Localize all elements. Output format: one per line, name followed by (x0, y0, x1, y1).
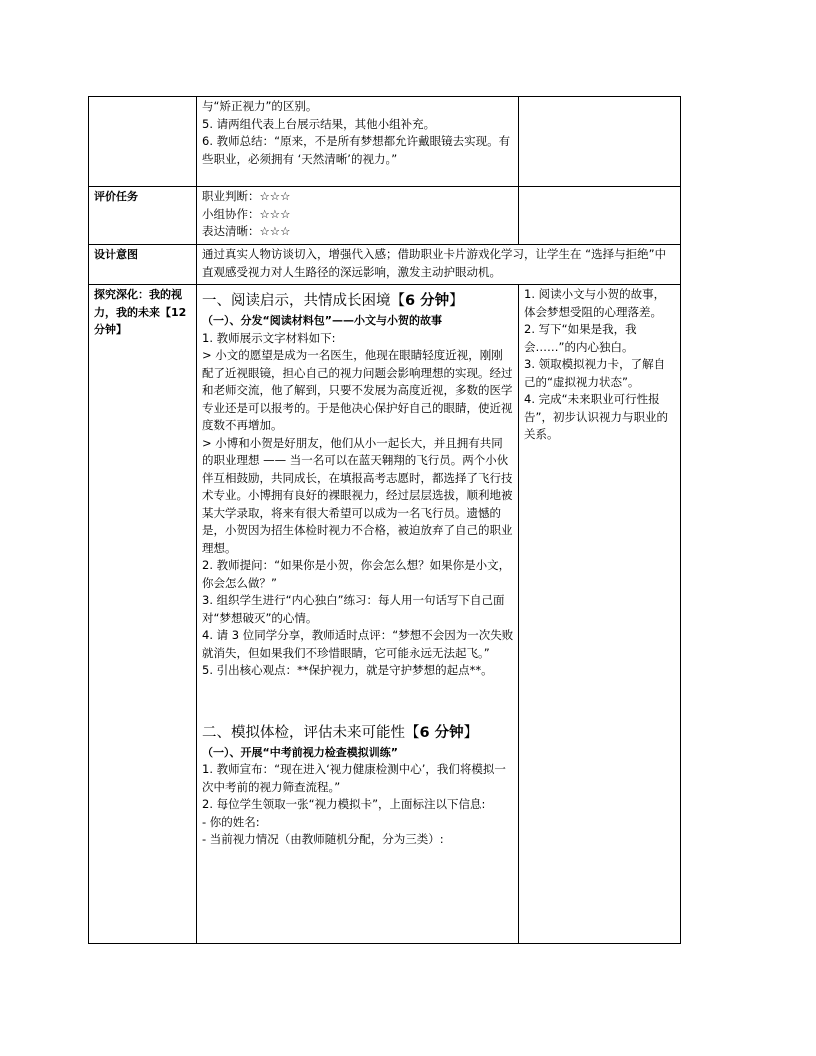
continuation-content-cell (197, 97, 519, 187)
section1-line: > 小博和小贺是好朋友，他们从小一起长大，并且拥有共同的职业理想 —— 当一名可以在蓝天翱翔的飞行员。两个小伙伴互相鼓励，共同成长，在填报高考志愿时，都选择了飞行技术专业。小博拥有良好的裸眼视力，经过层层选拔，顺利地被某大学录取，将来有很大希望可以成为一名飞行员。遗憾的是，小贺因为招生体检时视力不合格，被迫放弃了自己的职业理想。 (202, 435, 513, 555)
continuation-line: 与“矫正视力”的区别。 (202, 99, 318, 113)
section2-line: 2. 每位学生领取一张“视力模拟卡”，上面标注以下信息: (202, 797, 486, 811)
section2-title: 二、模拟体检，评估未来可能性【6 分钟】 (202, 724, 479, 741)
design-content-cell: 通过真实人物访谈切入，增强代入感；借助职业卡片游戏化学习，让学生在 “选择与拒绝”中直观感受视力对人生路径的深远影响，激发主动护眼动机。 (197, 245, 681, 285)
section1-line: 2. 教师提问：“如果你是小贺，你会怎么想？如果你是小文，你会怎么做？” (202, 558, 511, 590)
section2-line: - 当前视力情况（由教师随机分配，分为三类）: (202, 832, 444, 846)
activity-item: 2. 写下“如果是我，我会……”的内心独白。 (524, 322, 637, 354)
activity-item: 1. 阅读小文与小贺的故事，体会梦想受阻的心理落差。 (524, 287, 666, 319)
explore-content-cell (197, 285, 519, 944)
continuation-label-cell (89, 97, 197, 187)
evaluation-label: 评价任务 (89, 187, 197, 245)
activity-item: 3. 领取模拟视力卡，了解自己的“虚拟视力状态”。 (524, 357, 666, 389)
evaluation-item: 职业判断：☆☆☆ (202, 189, 291, 203)
section-spacer (202, 680, 514, 718)
evaluation-item: 小组协作：☆☆☆ (202, 206, 291, 221)
table-row-design (89, 245, 681, 285)
table-row-explore (89, 285, 681, 944)
section2-line: - 你的姓名: (202, 814, 260, 829)
evaluation-activity-cell (519, 187, 681, 245)
design-label: 设计意图 (89, 245, 197, 285)
evaluation-item: 表达清晰：☆☆☆ (202, 224, 291, 238)
evaluation-content-cell (197, 187, 519, 245)
section1-title: 一、阅读启示，共情成长困境【6 分钟】 (202, 293, 464, 309)
section1-line: 5. 引出核心观点：**保护视力，就是守护梦想的起点**。 (202, 663, 493, 677)
section1-line: 3. 组织学生进行“内心独白”练习：每人用一句话写下自己面对“梦想破灭”的心情。 (202, 593, 505, 625)
lesson-plan-table (88, 96, 681, 944)
explore-activity-cell (519, 285, 681, 944)
section2-line: 1. 教师宣布：“现在进入‘视力健康检测中心’，我们将模拟一次中考前的视力筛查流程。” (202, 762, 506, 794)
table-row-continuation (89, 97, 681, 187)
continuation-activity-cell (519, 97, 681, 187)
section1-line: > 小文的愿望是成为一名医生，他现在眼睛轻度近视，刚刚配了近视眼镜，担心自己的视力问题会影响理想的实现。经过和老师交流，他了解到，只要不发展为高度近视，多数的医学专业还是可以报考的。于是他决心保护好自己的眼睛，使近视度数不再增加。 (202, 348, 513, 432)
section1-line: 1. 教师展示文字材料如下: (202, 330, 336, 345)
activity-item: 4. 完成“未来职业可行性报告”，初步认识视力与职业的关系。 (524, 392, 668, 441)
continuation-line: 6. 教师总结：“原来，不是所有梦想都允许戴眼镜去实现。有些职业，必须拥有 ‘天然清晰’的视力。” (202, 134, 511, 166)
explore-label: 探究深化：我的视力，我的未来【12分钟】 (89, 285, 197, 944)
section2-subtitle: （一）、开展“中考前视力检查模拟训练” (202, 745, 398, 759)
section1-line: 4. 请 3 位同学分享，教师适时点评：“梦想不会因为一次失败就消失，但如果我们不珍惜眼睛，它可能永远无法起飞。” (202, 628, 514, 660)
section1-subtitle: （一）、分发“阅读材料包”——小文与小贺的故事 (202, 314, 442, 327)
table-row-evaluation (89, 187, 681, 245)
continuation-line: 5. 请两组代表上台展示结果，其他小组补充。 (202, 116, 436, 131)
